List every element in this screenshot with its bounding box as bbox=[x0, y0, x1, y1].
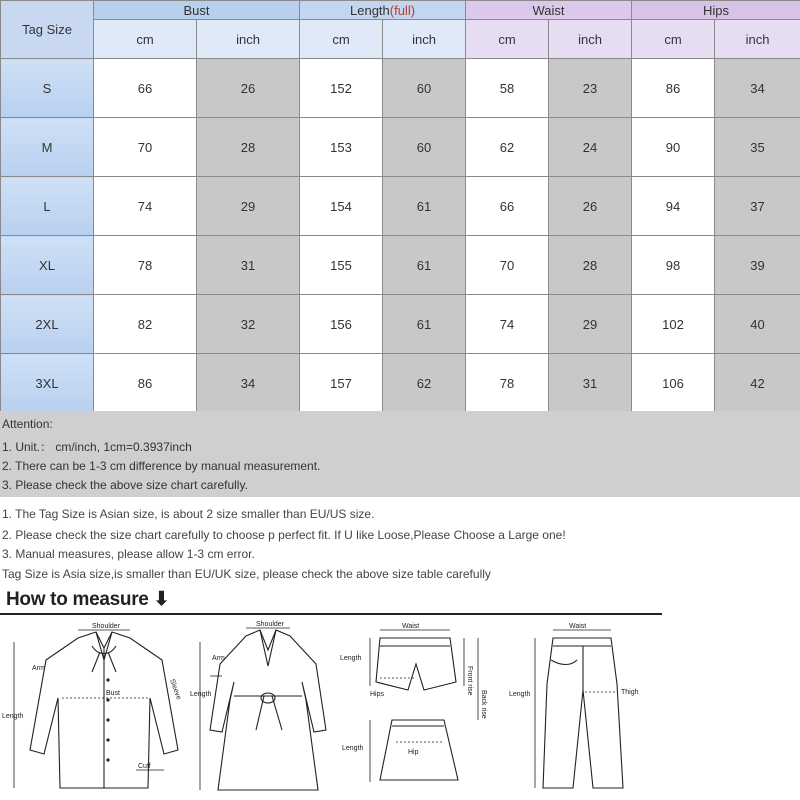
value-cell-hips-in: 35 bbox=[715, 118, 800, 177]
note-line-4: Tag Size is Asia size,is smaller than EU/UK size, please check the above size table carefully bbox=[2, 567, 491, 581]
value-cell-waist-in: 24 bbox=[549, 118, 632, 177]
attention-line-1: 1. Unit.： cm/inch, 1cm=0.3937inch bbox=[2, 440, 192, 454]
bust-inch-header: inch bbox=[197, 20, 300, 59]
dress-length-label: Length bbox=[190, 691, 212, 698]
value-cell-waist-in: 29 bbox=[549, 295, 632, 354]
value-cell-waist-in: 26 bbox=[549, 177, 632, 236]
dress-sketch bbox=[190, 620, 340, 800]
value-cell-hips-cm: 98 bbox=[632, 236, 715, 295]
value-cell-waist-cm: 62 bbox=[466, 118, 549, 177]
value-cell-waist-cm: 70 bbox=[466, 236, 549, 295]
length-header-note: (full) bbox=[389, 2, 416, 18]
value-cell-hips-cm: 106 bbox=[632, 354, 715, 413]
value-cell-len-in: 60 bbox=[383, 59, 466, 118]
value-cell-waist-in: 31 bbox=[549, 354, 632, 413]
length-inch-header: inch bbox=[383, 20, 466, 59]
value-cell-bust-in: 26 bbox=[197, 59, 300, 118]
value-cell-bust-in: 28 bbox=[197, 118, 300, 177]
shirt-bust-label: Bust bbox=[106, 690, 121, 697]
value-cell-bust-in: 34 bbox=[197, 354, 300, 413]
value-cell-waist-cm: 58 bbox=[466, 59, 549, 118]
value-cell-hips-cm: 94 bbox=[632, 177, 715, 236]
hips-cm-header: cm bbox=[632, 20, 715, 59]
skirt-length-label: Length bbox=[342, 745, 364, 752]
size-label-cell: S bbox=[1, 59, 94, 118]
value-cell-hips-cm: 86 bbox=[632, 59, 715, 118]
shorts-front-rise-label: Front rise bbox=[466, 666, 473, 696]
value-cell-len-cm: 152 bbox=[300, 59, 383, 118]
attention-block bbox=[0, 411, 800, 497]
pants-waist-label: Waist bbox=[569, 623, 587, 630]
shorts-back-rise-label: Back rise bbox=[480, 690, 487, 719]
length-header bbox=[300, 1, 466, 20]
value-cell-hips-in: 42 bbox=[715, 354, 800, 413]
value-cell-hips-in: 37 bbox=[715, 177, 800, 236]
value-cell-bust-cm: 78 bbox=[94, 236, 197, 295]
title-underline bbox=[0, 613, 662, 615]
waist-header: Waist bbox=[466, 1, 632, 20]
waist-inch-header: inch bbox=[549, 20, 632, 59]
value-cell-waist-in: 23 bbox=[549, 59, 632, 118]
value-cell-waist-cm: 66 bbox=[466, 177, 549, 236]
value-cell-len-cm: 154 bbox=[300, 177, 383, 236]
shirt-length-label: Length bbox=[2, 713, 24, 720]
length-header-label: Length bbox=[350, 2, 390, 18]
value-cell-len-in: 61 bbox=[383, 295, 466, 354]
value-cell-bust-cm: 86 bbox=[94, 354, 197, 413]
length-cm-header: cm bbox=[300, 20, 383, 59]
value-cell-len-in: 61 bbox=[383, 236, 466, 295]
dress-shoulder-label: Shoulder bbox=[256, 621, 285, 628]
pants-length-label: Length bbox=[509, 691, 531, 698]
dress-arm-label: Arm bbox=[212, 655, 225, 662]
value-cell-hips-in: 40 bbox=[715, 295, 800, 354]
how-to-measure-text: How to measure bbox=[6, 589, 149, 610]
hips-header: Hips bbox=[632, 1, 800, 20]
pants-thigh-label: Thigh bbox=[621, 689, 639, 696]
value-cell-len-in: 62 bbox=[383, 354, 466, 413]
value-cell-hips-in: 34 bbox=[715, 59, 800, 118]
table-row bbox=[1, 295, 800, 354]
skirt-hip-label: Hip bbox=[408, 749, 419, 756]
value-cell-len-cm: 156 bbox=[300, 295, 383, 354]
pants-sketch bbox=[505, 620, 665, 800]
note-line-3: 3. Manual measures, please allow 1-3 cm error. bbox=[2, 547, 255, 561]
how-to-measure-title bbox=[6, 588, 169, 611]
value-cell-len-cm: 153 bbox=[300, 118, 383, 177]
value-cell-hips-cm: 90 bbox=[632, 118, 715, 177]
table-row bbox=[1, 59, 800, 118]
size-label-cell: XL bbox=[1, 236, 94, 295]
table-row bbox=[1, 118, 800, 177]
value-cell-waist-in: 28 bbox=[549, 236, 632, 295]
shorts-waist-label: Waist bbox=[402, 623, 420, 630]
value-cell-hips-cm: 102 bbox=[632, 295, 715, 354]
size-label-cell: 2XL bbox=[1, 295, 94, 354]
value-cell-len-in: 60 bbox=[383, 118, 466, 177]
value-cell-hips-in: 39 bbox=[715, 236, 800, 295]
value-cell-bust-cm: 70 bbox=[94, 118, 197, 177]
down-arrow-icon: ⬇ bbox=[153, 589, 170, 610]
attention-line-3: 3. Please check the above size chart carefully. bbox=[2, 478, 248, 492]
note-line-2: 2. Please check the size chart carefully to choose p perfect fit. If U like Loose,Please Choose a Large one! bbox=[2, 528, 566, 542]
size-label-cell: M bbox=[1, 118, 94, 177]
value-cell-bust-cm: 74 bbox=[94, 177, 197, 236]
attention-title: Attention: bbox=[2, 417, 53, 431]
shirt-cuff-label: Cuff bbox=[138, 763, 151, 770]
value-cell-len-in: 61 bbox=[383, 177, 466, 236]
bust-header: Bust bbox=[94, 1, 300, 20]
attention-line-2: 2. There can be 1-3 cm difference by manual measurement. bbox=[2, 459, 321, 473]
bust-cm-header: cm bbox=[94, 20, 197, 59]
shirt-sketch bbox=[0, 620, 200, 800]
value-cell-waist-cm: 78 bbox=[466, 354, 549, 413]
table-row bbox=[1, 354, 800, 413]
size-label-cell: L bbox=[1, 177, 94, 236]
value-cell-bust-in: 29 bbox=[197, 177, 300, 236]
hips-inch-header: inch bbox=[715, 20, 800, 59]
value-cell-len-cm: 155 bbox=[300, 236, 383, 295]
value-cell-waist-cm: 74 bbox=[466, 295, 549, 354]
size-label-cell: 3XL bbox=[1, 354, 94, 413]
value-cell-len-cm: 157 bbox=[300, 354, 383, 413]
shirt-shoulder-label: Shoulder bbox=[92, 623, 121, 630]
waist-cm-header: cm bbox=[466, 20, 549, 59]
shorts-skirt-sketch bbox=[340, 620, 520, 800]
table-row bbox=[1, 177, 800, 236]
shirt-arm-label: Arm bbox=[32, 665, 45, 672]
value-cell-bust-in: 32 bbox=[197, 295, 300, 354]
table-row bbox=[1, 236, 800, 295]
value-cell-bust-cm: 66 bbox=[94, 59, 197, 118]
shorts-length-label: Length bbox=[340, 655, 362, 662]
shorts-hips-label: Hips bbox=[370, 691, 385, 698]
shirt-sleeve-label: Sleeve bbox=[168, 678, 183, 701]
tag-size-header: Tag Size bbox=[1, 1, 94, 59]
value-cell-bust-cm: 82 bbox=[94, 295, 197, 354]
value-cell-bust-in: 31 bbox=[197, 236, 300, 295]
note-line-1: 1. The Tag Size is Asian size, is about 2 size smaller than EU/US size. bbox=[2, 507, 375, 521]
